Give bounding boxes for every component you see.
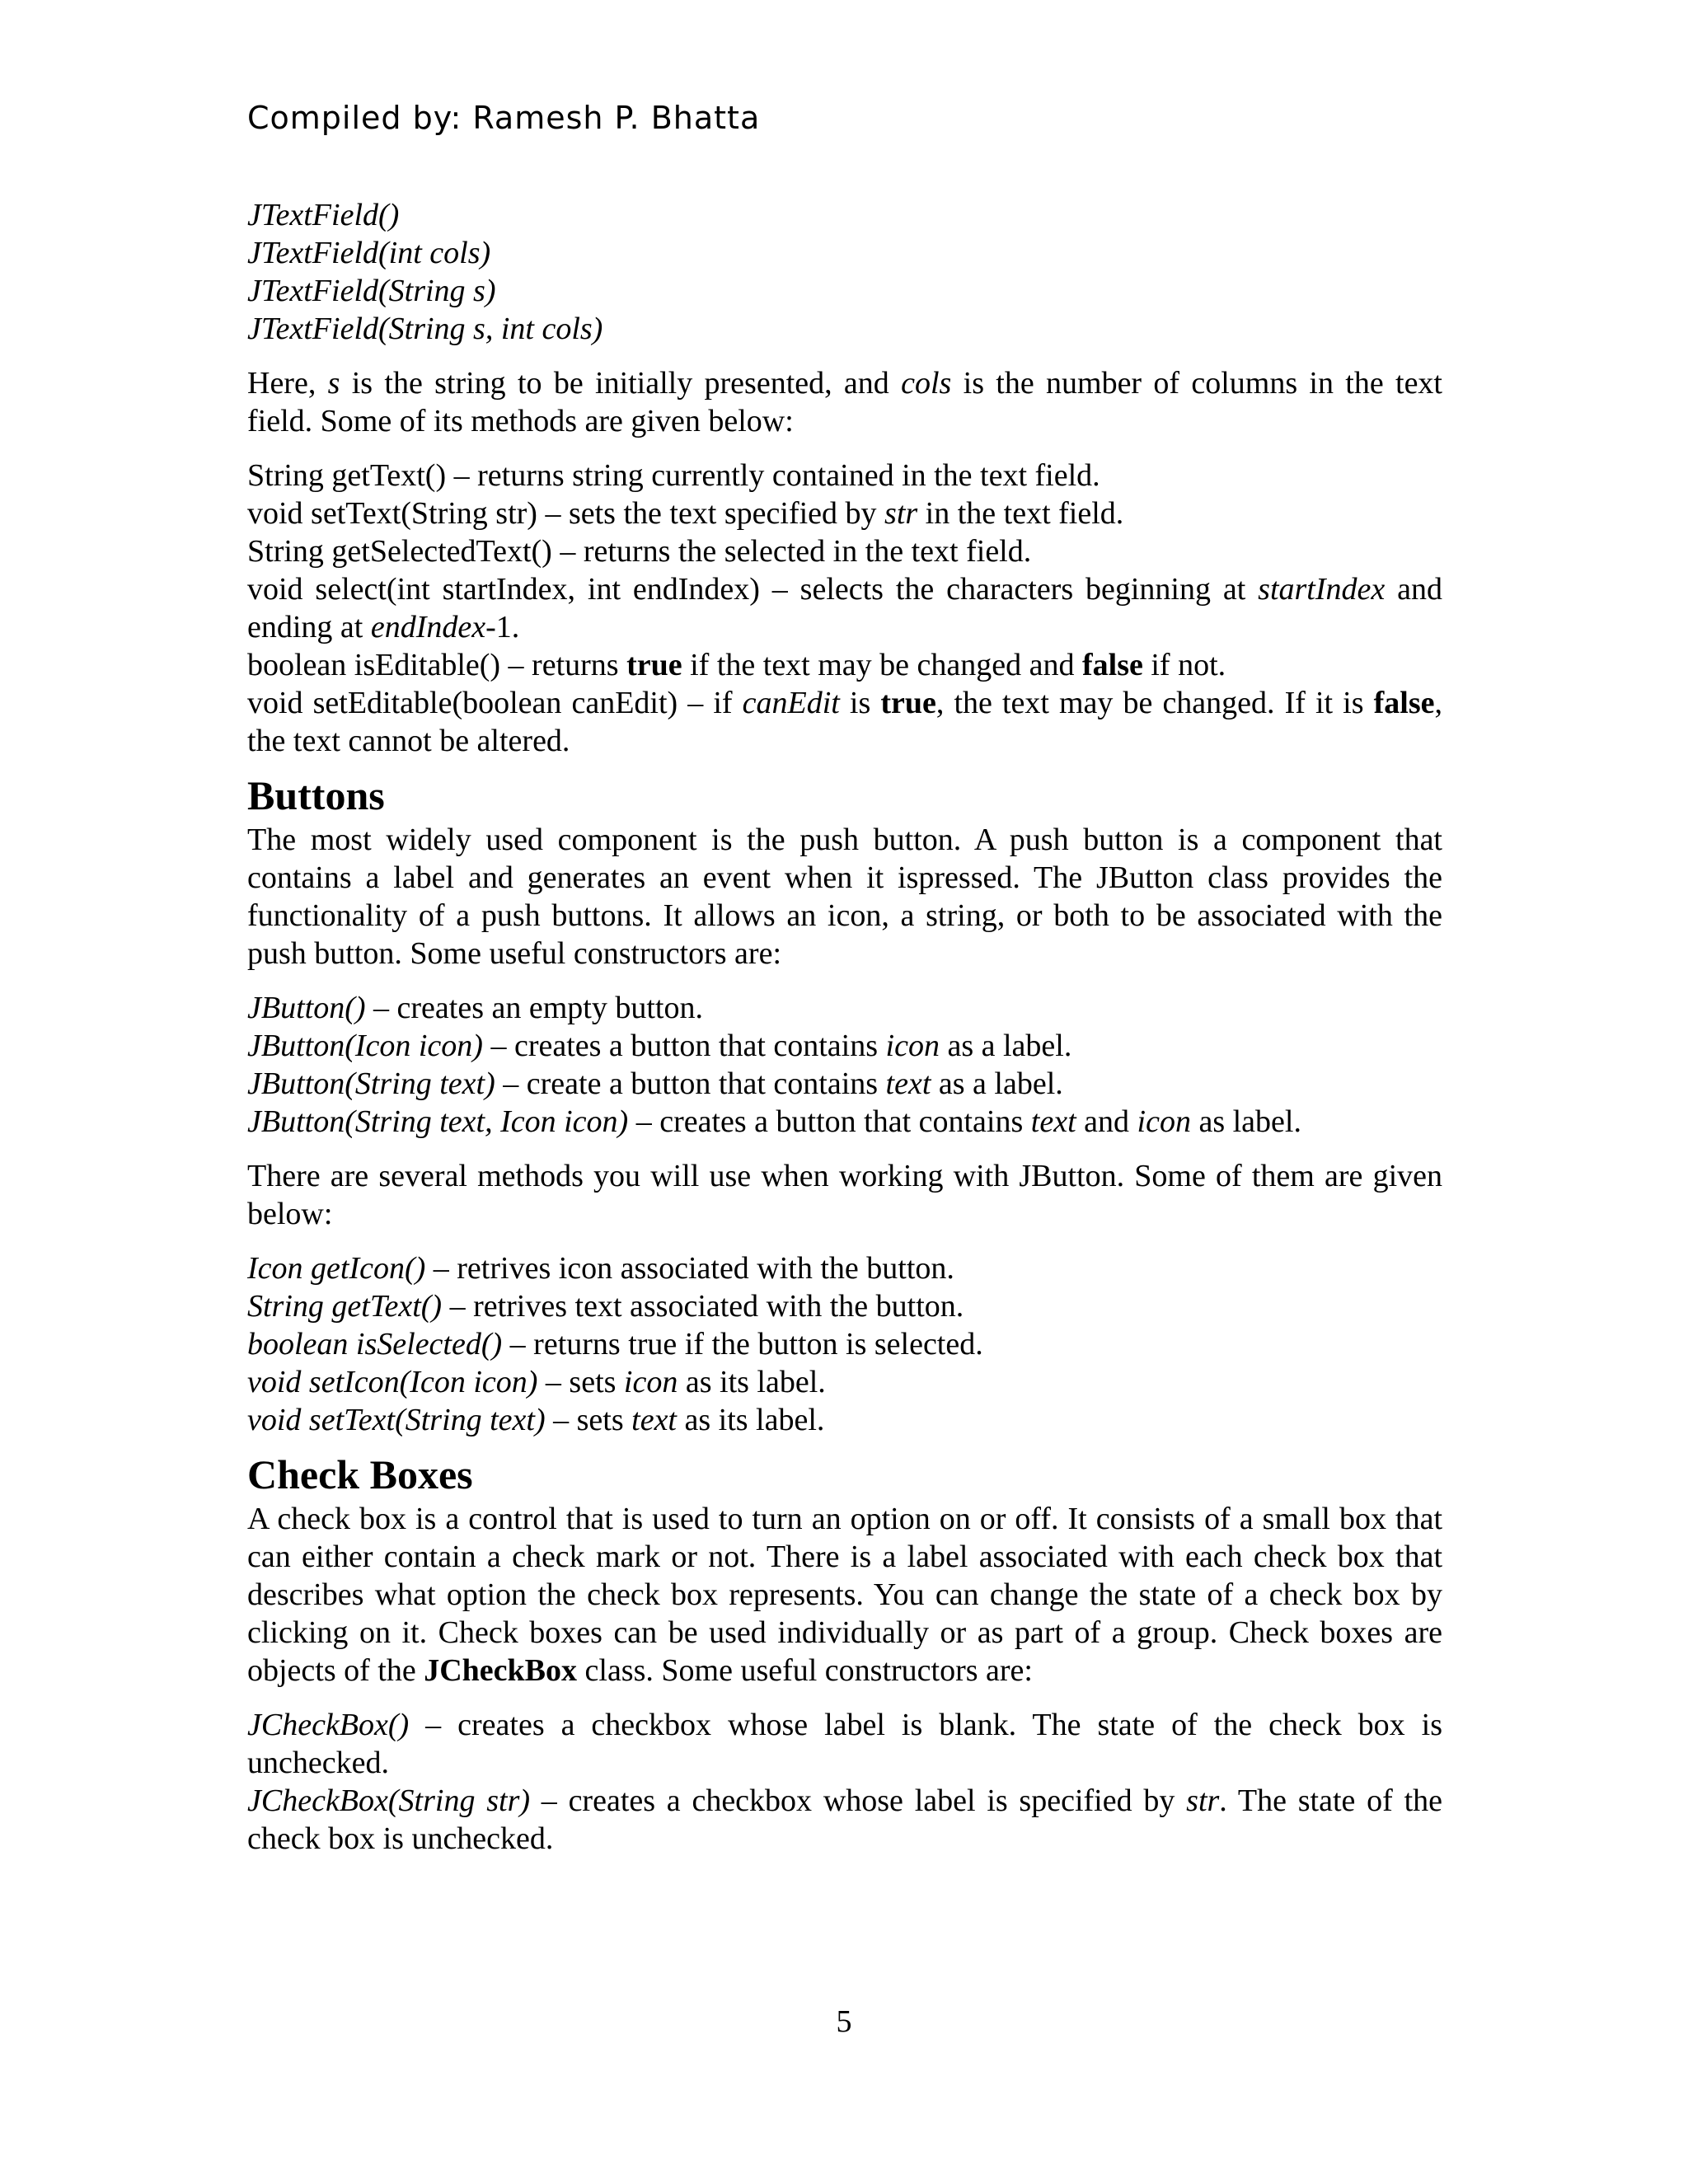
method-line: void setText(String text) – sets text as its label.	[247, 1403, 825, 1437]
constructor-line: JCheckBox(String str) – creates a checkbox whose label is specified by str. The state of the check box is unchecked.	[247, 1783, 1443, 1856]
textfield-description: Here, s is the string to be initially presented, and cols is the number of columns in the text field. Some of its methods are given below:	[247, 366, 1442, 438]
constructor-line: JCheckBox() – creates a checkbox whose label is blank. The state of the check box is unchecked.	[247, 1708, 1442, 1780]
method-line: void select(int startIndex, int endIndex) – selects the characters beginning at startIndex and ending at endIndex-1.	[247, 572, 1442, 644]
buttons-intro: The most widely used component is the push button. A push button is a component that contains a label and generates an event when it ispressed. The JButton class provides the functionality of a push buttons. It allows an icon, a string, or both to be associated with the push button. Some useful constructors are:	[247, 823, 1442, 971]
constructor-line: JButton() – creates an empty button.	[247, 991, 703, 1025]
method-line: String getText() – returns string currently contained in the text field.	[247, 458, 1100, 493]
constructor-line: JButton(String text, Icon icon) – creates a button that contains text and icon as label.	[247, 1104, 1301, 1139]
constructor-line: JTextField()	[247, 198, 400, 232]
textfield-methods	[247, 457, 1442, 760]
method-line: Icon getIcon() – retrives icon associated with the button.	[247, 1251, 954, 1286]
buttons-methods-intro: There are several methods you will use when working with JButton. Some of them are given below:	[247, 1159, 1442, 1231]
page-content	[247, 196, 1442, 1858]
method-line: void setIcon(Icon icon) – sets icon as its label.	[247, 1365, 826, 1399]
checkboxes-constructors	[247, 1706, 1442, 1858]
constructor-line: JTextField(int cols)	[247, 236, 491, 270]
page-header: Compiled by: Ramesh P. Bhatta	[247, 100, 761, 136]
method-line: String getText() – retrives text associated with the button.	[247, 1289, 964, 1324]
textfield-constructors	[247, 196, 1442, 348]
page-number: 5	[836, 2004, 852, 2039]
buttons-methods	[247, 1249, 1442, 1439]
constructor-line: JButton(Icon icon) – creates a button that contains icon as a label.	[247, 1029, 1072, 1063]
method-line: boolean isSelected() – returns true if the button is selected.	[247, 1327, 983, 1361]
method-line: void setText(String str) – sets the text specified by str in the text field.	[247, 496, 1124, 531]
method-line: boolean isEditable() – returns true if the text may be changed and false if not.	[247, 648, 1226, 682]
section-heading-buttons: Buttons	[247, 772, 385, 818]
section-heading-checkboxes: Check Boxes	[247, 1451, 473, 1497]
checkboxes-intro: A check box is a control that is used to turn an option on or off. It consists of a small box that can either contain a check mark or not. There is a label associated with each check box that describes what option the check box represents. You can change the state of a check box by clicking on it. Check boxes can be used individually or as part of a group. Check boxes are objects of the JCheckBox class. Some useful constructors are:	[247, 1502, 1442, 1688]
method-line: String getSelectedText() – returns the selected in the text field.	[247, 534, 1032, 569]
constructor-line: JTextField(String s, int cols)	[247, 312, 603, 346]
buttons-constructors	[247, 989, 1442, 1141]
constructor-line: JTextField(String s)	[247, 274, 496, 308]
constructor-line: JButton(String text) – create a button that contains text as a label.	[247, 1066, 1063, 1101]
method-line: void setEditable(boolean canEdit) – if canEdit is true, the text may be changed. If it is false, the text cannot be altered.	[247, 686, 1442, 758]
